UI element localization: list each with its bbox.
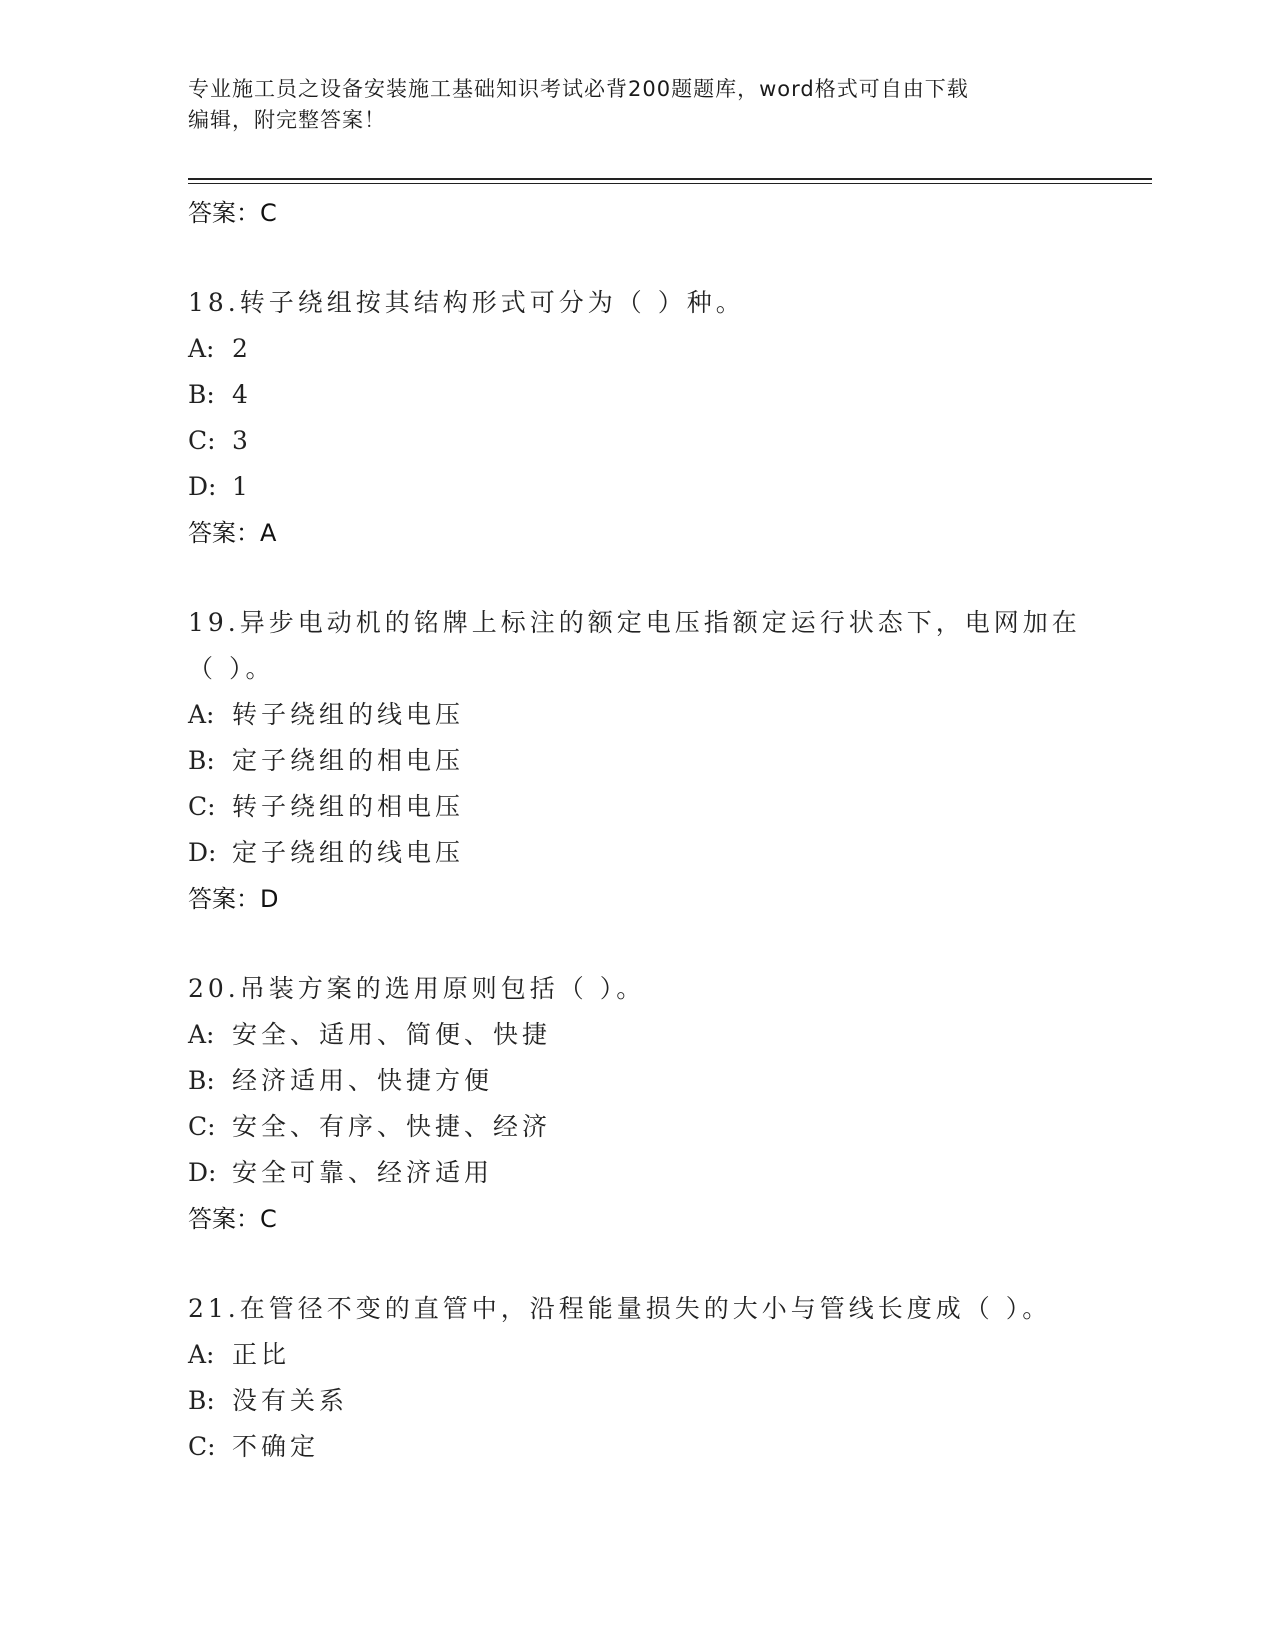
option-letter: D: (188, 1158, 217, 1187)
option-text: 经济适用、快捷方便 (232, 1066, 494, 1095)
option-letter: C: (188, 792, 216, 821)
option-letter: C: (188, 1112, 216, 1141)
option-text: 安全可靠、经济适用 (232, 1158, 494, 1187)
option-letter: C: (188, 1432, 216, 1461)
option-text: 安全、适用、简便、快捷 (232, 1020, 552, 1049)
option-c (188, 784, 1152, 830)
option-text: 1 (232, 472, 252, 501)
header-line-2: 编辑，附完整答案！ (188, 108, 386, 132)
header-divider-thin (188, 183, 1152, 184)
option-d (188, 830, 1152, 876)
option-letter: B: (188, 746, 215, 775)
option-letter: A: (188, 1020, 215, 1049)
question-text: 20.吊装方案的选用原则包括（ ）。 (188, 974, 646, 1003)
option-text: 3 (232, 426, 252, 455)
question-text: 19.异步电动机的铭牌上标注的额定电压指额定运行状态下，电网加在 (188, 608, 1081, 637)
option-letter: A: (188, 1340, 215, 1369)
option-text: 转子绕组的线电压 (232, 700, 465, 729)
option-letter: A: (188, 700, 215, 729)
question-list (188, 190, 1152, 1470)
option-b (188, 1378, 1152, 1424)
option-a (188, 326, 1152, 372)
question-text-continued: （ ）。 (188, 654, 275, 683)
option-text: 定子绕组的线电压 (232, 838, 465, 867)
option-c (188, 1424, 1152, 1470)
question-text: 18.转子绕组按其结构形式可分为（ ）种。 (188, 288, 745, 317)
option-text: 4 (232, 380, 252, 409)
option-text: 不确定 (232, 1432, 320, 1461)
option-text: 正比 (232, 1340, 291, 1369)
question-19 (188, 600, 1152, 922)
answer-19: 答案：D (188, 885, 279, 913)
option-text: 定子绕组的相电压 (232, 746, 465, 775)
option-letter: B: (188, 1066, 215, 1095)
question-18 (188, 280, 1152, 556)
answer-20: 答案：C (188, 1205, 277, 1233)
option-letter: C: (188, 426, 216, 455)
answer-17: 答案：C (188, 199, 277, 227)
option-text: 转子绕组的相电压 (232, 792, 465, 821)
question-21 (188, 1286, 1152, 1470)
option-a (188, 1332, 1152, 1378)
option-letter: D: (188, 472, 217, 501)
option-a (188, 692, 1152, 738)
option-a (188, 1012, 1152, 1058)
option-letter: B: (188, 380, 215, 409)
option-b (188, 1058, 1152, 1104)
header-line-1: 专业施工员之设备安装施工基础知识考试必背200题题库，word格式可自由下载 (188, 77, 969, 101)
option-b (188, 738, 1152, 784)
question-text: 21.在管径不变的直管中，沿程能量损失的大小与管线长度成（ ）。 (188, 1294, 1052, 1323)
header-divider (188, 178, 1152, 180)
option-text: 没有关系 (232, 1386, 349, 1415)
option-d (188, 1150, 1152, 1196)
option-b (188, 372, 1152, 418)
question-20 (188, 966, 1152, 1242)
option-text: 安全、有序、快捷、经济 (232, 1112, 552, 1141)
option-text: 2 (232, 334, 252, 363)
option-letter: D: (188, 838, 217, 867)
option-d (188, 464, 1152, 510)
option-c (188, 1104, 1152, 1150)
option-letter: B: (188, 1386, 215, 1415)
answer-18: 答案：A (188, 519, 277, 547)
page-header (188, 74, 1078, 136)
option-letter: A: (188, 334, 215, 363)
option-c (188, 418, 1152, 464)
